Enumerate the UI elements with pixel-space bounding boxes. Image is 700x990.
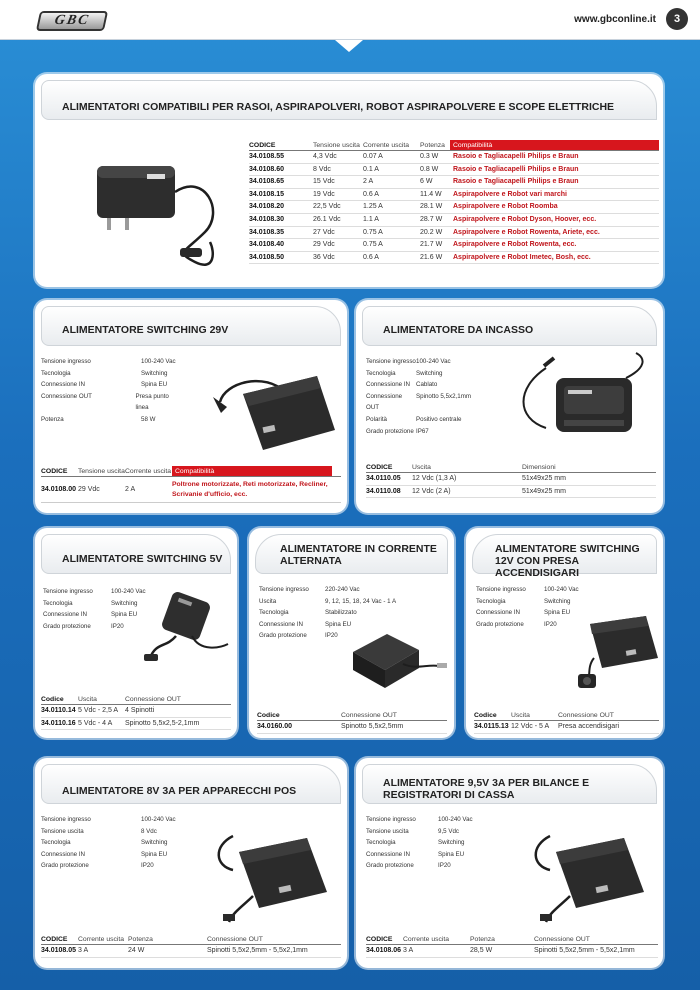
col-connessione: Connessione OUT [534,936,590,943]
top-bar [0,0,700,40]
cell-potenza: 21.7 W [420,241,443,249]
cell-uscita: 12 Vdc (2 A) [412,487,451,495]
cell-corrente: 3 A [78,947,89,954]
cell-corrente: 0.6 A [363,253,379,261]
card-corrente-alternata [249,528,454,738]
cell-compatibilita: Rasoio e Tagliacapelli Philips e Braun [453,178,579,186]
card-title: ALIMENTATORE 8V 3A PER APPARECCHI POS [41,764,341,804]
spec-label: Tensione ingresso [41,816,91,823]
table-row [249,151,659,164]
spec-value: Cablato [416,381,438,389]
cell-potenza: 28.7 W [420,215,443,223]
spec-label: Tecnologia [366,369,396,377]
spec-label: Tecnologia [41,369,71,377]
spec-label: Tensione ingresso [476,586,526,593]
col-codice: Codice [257,712,280,719]
spec-label: Connessione IN [366,850,411,858]
cell-connessione: Spinotto 5,5x2,5mm [341,723,404,730]
pos-table [41,934,341,958]
table-header [257,710,447,721]
cell-compatibilita: Aspirapolvere e Robot Roomba [453,203,558,211]
cell-codice: 34.0108.20 [249,203,285,211]
card-title: ALIMENTATORE 9,5V 3A PER BILANCE E REGISTRATORI DI CASSA [362,764,657,804]
spec-label: Grado protezione [476,620,524,628]
spec-value: IP67 [416,427,429,435]
spec-label: Connessione IN [476,609,521,617]
col-uscita: Uscita [78,696,97,703]
specs-list [366,814,516,872]
cell-potenza: 11.4 W [420,190,442,198]
table-header [366,934,658,945]
spec-row [41,368,181,380]
cell-potenza: 6 W [420,178,433,186]
spec-value: Spina EU [438,850,465,858]
cell-corrente: 2 A [363,178,374,186]
table-row [366,486,656,499]
gbc-logo: GBC [36,11,108,31]
spec-label: Grado protezione [43,622,91,630]
cell-connessione: Spinotti 5,5x2,5mm - 5,5x2,1mm [534,947,635,954]
spec-row [41,860,191,872]
cell-codice: 34.0110.16 [41,719,76,727]
adapter-photo [347,624,449,696]
adapter-photo [520,826,650,926]
spec-value: Switching [416,369,443,377]
spec-row [366,356,516,368]
spec-value: 58 W [141,415,156,423]
spec-label: Connessione OUT [366,392,403,412]
spec-row [41,356,181,368]
spec-value: 9,5 Vdc [438,827,459,835]
page-number: 3 [666,8,688,30]
table-row [474,721,659,734]
cell-corrente: 0.75 A [363,241,383,249]
cell-tensione: 22,5 Vdc [313,203,341,211]
adapter-photo [140,592,235,672]
header-notch [335,40,363,52]
table-row [249,252,659,265]
spec-row [476,596,596,608]
cell-potenza: 28.1 W [420,203,443,211]
card-title: ALIMENTATORE DA INCASSO [362,306,657,346]
spec-label: Tecnologia [41,839,71,847]
cell-codice: 34.0108.35 [249,228,285,236]
spec-value: Switching [141,369,168,377]
cell-tensione: 19 Vdc [313,190,335,198]
table-row [366,473,656,486]
spec-label: Tensione ingresso [366,816,416,823]
spec-label: Tensione ingresso [43,588,93,595]
col-connessione: Connessione OUT [125,696,181,703]
cell-uscita: 5 Vdc - 2,5 A [78,707,119,714]
cell-tensione: 29 Vdc [313,241,335,249]
cell-tensione: 36 Vdc [313,253,335,261]
spec-row [366,368,516,380]
col-compatibilita: Compatibilità [172,466,332,476]
cell-uscita: 5 Vdc - 4 A [78,719,113,727]
col-compatibilita: Compatibilità [450,140,659,150]
spec-value: 100-240 Vac [416,358,451,365]
table-row [249,176,659,189]
spec-label: Connessione IN [43,611,88,619]
col-connessione: Connessione OUT [207,936,263,943]
col-codice: Codice [474,712,497,719]
spec-label: Grado protezione [366,427,414,435]
cell-compatibilita: Rasoio e Tagliacapelli Philips e Braun [453,165,579,173]
cell-codice: 34.0108.30 [249,215,285,223]
cell-tensione: 4,3 Vdc [313,153,337,160]
col-connessione: Connessione OUT [558,712,614,719]
spec-row [41,826,191,838]
specs-list [366,356,516,437]
spec-value: 220-240 Vac [325,586,360,593]
spec-label: Grado protezione [41,862,89,870]
cell-potenza: 21.6 W [420,253,443,261]
cell-potenza: 0.8 W [420,165,439,173]
spec-value: IP20 [438,862,451,870]
spec-row [43,609,153,621]
spec-label: Tensione uscita [41,827,84,835]
table-row [249,239,659,252]
cell-compatibilita: Aspirapolvere e Robot Imetec, Bosh, ecc. [453,253,591,261]
cell-codice: 34.0108.40 [249,241,285,249]
cell-codice: 34.0110.08 [366,487,401,495]
cell-codice: 34.0110.14 [41,707,76,714]
table-header [41,694,231,705]
spec-row [41,814,191,826]
cell-compatibilita: Aspirapolvere e Robot vari marchi [453,190,567,198]
table-row [41,945,341,958]
card-switching-12v [466,528,663,738]
cell-potenza: 0.3 W [420,153,439,160]
table-row [249,201,659,214]
cell-connessione: 4 Spinotti [125,707,155,714]
cell-uscita: 12 Vdc (1,3 A) [412,475,457,482]
card-switching-5v [35,528,237,738]
spec-label: Uscita [259,597,277,605]
adapter-photo [574,614,662,694]
sw5-table [41,694,231,730]
card-title: ALIMENTATORE SWITCHING 12V CON PRESA ACCENDISIGARI [472,534,657,574]
col-potenza: Potenza [128,936,153,943]
spec-label: Polarità [366,415,387,423]
col-dimensioni: Dimensioni [522,464,556,471]
col-tensione: Tensione uscita [78,468,125,475]
spec-row [41,391,181,414]
spec-value: Positivo centrale [416,415,462,423]
col-connessione: Connessione OUT [341,712,397,719]
cell-dimensioni: 51x49x25 mm [522,487,566,495]
cell-dimensioni: 51x49x25 mm [522,475,566,482]
table-header [366,462,656,473]
spec-value: Spina EU [544,609,571,617]
card-alimentatori-compatibili [35,74,663,287]
spec-value: IP20 [325,632,338,640]
adapter-photo [205,352,345,462]
spec-row [43,586,153,598]
spec-label: Tecnologia [366,839,396,847]
cell-codice: 34.0110.05 [366,475,401,482]
spec-row [366,826,516,838]
sw12-table [474,710,659,734]
spec-value: Switching [141,839,168,847]
col-codice: Codice [41,696,64,703]
cell-compatibilita: Poltrone motorizzate, Reti motorizzate, Recliner, Scrivanie d'ufficio, ecc. [172,481,328,498]
spec-row [366,849,516,861]
specs-list [41,814,191,872]
adapter-photo [506,348,656,458]
spec-label: Potenza [41,415,64,423]
cell-potenza: 24 W [128,947,145,954]
cell-tensione: 27 Vdc [313,228,335,236]
adapter-photo [203,826,333,926]
spec-value: 100-240 Vac [111,588,146,595]
spec-label: Tecnologia [43,599,73,607]
spec-label: Connessione IN [41,850,86,858]
incasso-table [366,462,656,498]
table-row [41,705,231,718]
spec-row [41,379,181,391]
col-codice: CODICE [366,464,393,471]
spec-label: Connessione IN [259,620,304,628]
spec-value: Switching [111,599,138,607]
spec-label: Tensione uscita [366,827,409,835]
cell-corrente: 2 A [125,486,136,493]
col-corrente: Corrente uscita [125,468,172,475]
spec-value: IP20 [141,862,154,870]
col-corrente: Corrente uscita [403,936,450,943]
cell-codice: 34.0108.50 [249,253,285,261]
card-incasso [356,300,663,513]
cell-uscita: 12 Vdc - 5 A [511,723,550,730]
spec-label: Tensione ingresso [259,586,309,593]
spec-value: 100-240 Vac [438,816,473,823]
cell-connessione: Presa accendisigari [558,723,620,730]
spec-row [366,860,516,872]
spec-row [41,837,191,849]
spec-label: Grado protezione [366,862,414,870]
spec-label: Grado protezione [259,632,307,640]
spec-label: Tensione ingresso [366,358,416,365]
spec-value: 100-240 Vac [544,586,579,593]
spec-value: Stabilizzato [325,609,357,617]
spec-value: 100-240 Vac [141,816,176,823]
table-header [41,934,341,945]
cell-potenza: 20.2 W [420,228,443,236]
table-row [249,227,659,240]
spec-value: IP20 [544,620,557,628]
cell-codice: 34.0108.15 [249,190,285,198]
cell-tensione: 15 Vdc [313,178,335,186]
spec-value: 8 Vdc [141,827,157,835]
spec-label: Connessione OUT [41,392,92,400]
spec-row [366,814,516,826]
spec-value: Spina EU [111,611,138,619]
spec-value: IP20 [111,622,124,630]
spec-value: Spinotto 5,5x2,1mm [416,392,472,400]
cell-corrente: 3 A [403,947,414,954]
col-codice: CODICE [41,468,68,475]
site-url[interactable]: www.gbconline.it [574,14,656,25]
spec-row [43,621,153,633]
spec-value: Switching [438,839,465,847]
spec-row [366,837,516,849]
cell-tensione: 26.1 Vdc [313,215,341,223]
col-codice: CODICE [366,936,393,943]
cell-codice: 34.0108.55 [249,153,285,160]
cell-codice: 34.0160.00 [257,723,293,730]
ac-table [257,710,447,734]
cell-compatibilita: Rasoio e Tagliacapelli Philips e Braun [453,153,579,160]
spec-row [259,607,449,619]
spec-value: Spina EU [141,850,168,858]
compat-table [249,140,659,264]
table-row [41,718,231,731]
card-title: ALIMENTATORE SWITCHING 5V [41,534,231,574]
table-header [249,140,659,151]
spec-value: 9, 12, 15, 18, 24 Vac - 1 A [325,597,397,605]
table-header [41,466,341,477]
cell-codice: 34.0108.05 [41,947,77,954]
table-row [366,945,658,958]
cell-potenza: 28,5 W [470,947,493,954]
cell-corrente: 0.6 A [363,190,379,198]
spec-row [366,414,516,426]
spec-row [366,379,516,391]
col-codice: CODICE [41,936,68,943]
card-title: ALIMENTATORI COMPATIBILI PER RASOI, ASPIRAPOLVERI, ROBOT ASPIRAPOLVERE E SCOPE ELETTRICHE [41,80,657,120]
specs-list [43,586,153,632]
cell-corrente: 0.75 A [363,228,383,236]
table-row [249,164,659,177]
cell-corrente: 0.07 A [363,153,383,160]
cell-compatibilita: Aspirapolvere e Robot Rowenta, ecc. [453,241,577,249]
spec-row [41,414,181,426]
spec-row [43,598,153,610]
col-codice: CODICE [249,142,276,149]
cell-compatibilita: Aspirapolvere e Robot Rowenta, Ariete, ecc. [453,228,600,236]
spec-row [366,426,516,438]
spec-label: Tensione ingresso [41,358,91,365]
card-title: ALIMENTATORE SWITCHING 29V [41,306,341,346]
cell-codice: 34.0108.60 [249,165,285,173]
spec-row [259,596,449,608]
spec-value: Spina EU [325,620,352,628]
card-switching-29v [35,300,347,513]
card-pos-8v [35,758,347,968]
card-title: ALIMENTATORE IN CORRENTE ALTERNATA [255,534,448,574]
cell-connessione: Spinotti 5,5x2,5mm - 5,5x2,1mm [207,947,308,954]
spec-label: Tecnologia [259,609,289,617]
col-potenza: Potenza [420,142,445,149]
spec-label: Connessione IN [366,381,411,389]
sw29-table [41,466,341,503]
cell-connessione: Spinotto 5,5x2,5-2,1mm [125,719,200,727]
col-corrente: Corrente uscita [78,936,125,943]
spec-value: 100-240 Vac [141,358,176,365]
spec-row [259,584,449,596]
spec-label: Tecnologia [476,597,506,605]
bilance-table [366,934,658,958]
col-uscita: Uscita [511,712,530,719]
card-bilance-9v5 [356,758,663,968]
col-potenza: Potenza [470,936,495,943]
spec-label: Connessione IN [41,381,86,389]
spec-value: Spina EU [141,381,168,389]
cell-tensione: 29 Vdc [78,486,100,493]
cell-tensione: 8 Vdc [313,165,331,173]
spec-row [476,584,596,596]
table-row [41,477,341,503]
table-row [257,721,447,734]
cell-codice: 34.0108.65 [249,178,285,186]
cell-codice: 34.0115.13 [474,723,509,730]
spec-row [366,391,516,414]
col-uscita: Uscita [412,464,431,471]
table-row [249,189,659,202]
specs-list [41,356,181,426]
cell-corrente: 1.1 A [363,215,379,223]
col-tensione: Tensione uscita [313,142,360,149]
col-corrente: Corrente uscita [363,142,410,149]
cell-corrente: 0.1 A [363,165,379,173]
adapter-photo [85,152,255,272]
cell-corrente: 1.25 A [363,203,383,211]
cell-compatibilita: Aspirapolvere e Robot Dyson, Hoover, ecc. [453,215,597,223]
spec-value: Presa punto linea [135,392,169,412]
spec-value: Switching [544,597,571,605]
table-row [249,214,659,227]
cell-codice: 34.0108.06 [366,947,402,954]
cell-codice: 34.0108.00 [41,486,77,493]
table-header [474,710,659,721]
spec-row [41,849,191,861]
